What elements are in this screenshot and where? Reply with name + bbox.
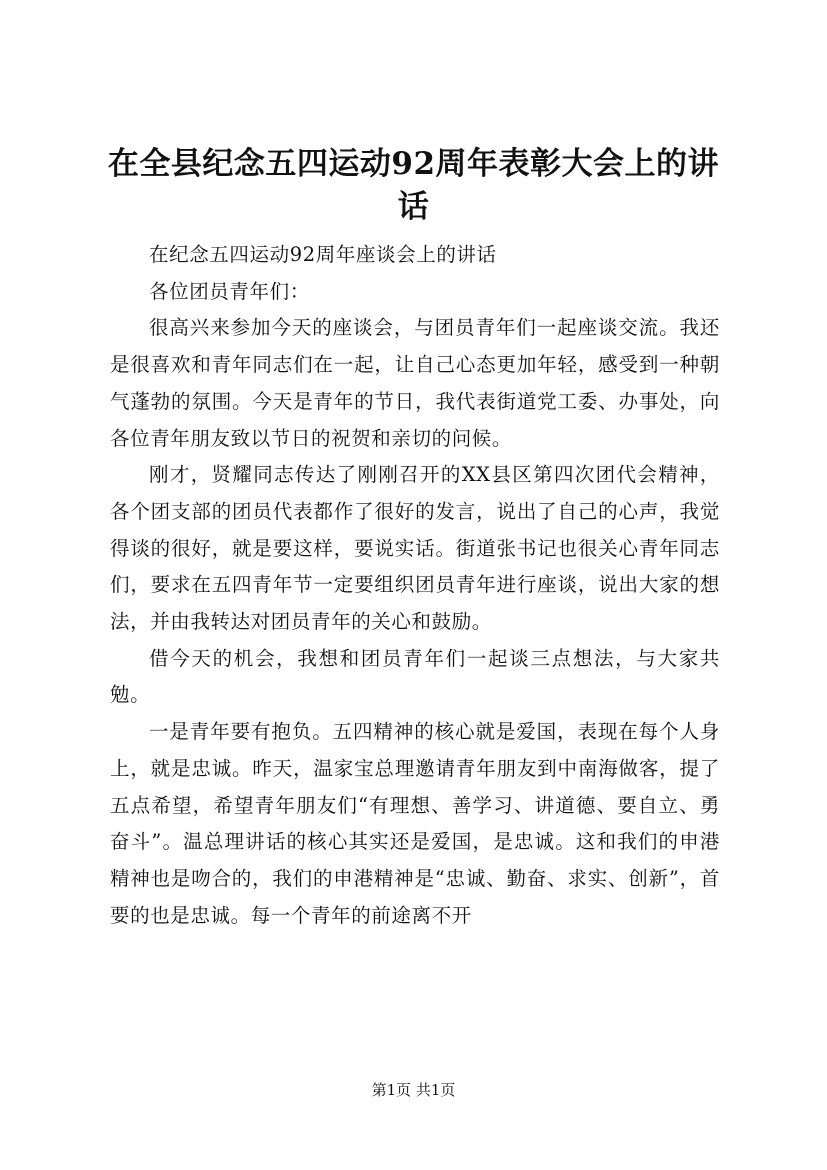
paragraph-salutation: 各位团员青年们： bbox=[149, 279, 310, 303]
paragraph: 借今天的机会，我想和团员青年们一起谈三点想法，与大家共勉。 bbox=[110, 646, 720, 707]
document-body bbox=[110, 237, 720, 934]
paragraph: 很高兴来参加今天的座谈会，与团员青年们一起座谈交流。我还是很喜欢和青年同志们在一起，让自己心态更加年轻，感受到一种朝气蓬勃的氛围。今天是青年的节日，我代表街道党工委、办事处，向各位青年朋友致以节日的祝贺和亲切的问候。 bbox=[110, 316, 720, 450]
paragraph: 刚才，贤耀同志传达了刚刚召开的XX县区第四次团代会精神，各个团支部的团员代表都作了很好的发言，说出了自己的心声，我觉得谈的很好，就是要这样，要说实话。街道张书记也很关心青年同志们，要求在五四青年节一定要组织团员青年进行座谈，说出大家的想法，并由我转达对团员青年的关心和鼓励。 bbox=[110, 463, 720, 634]
paragraph: 一是青年要有抱负。五四精神的核心就是爱国，表现在每个人身上，就是忠诚。昨天，温家宝总理邀请青年朋友到中南海做客，提了五点希望，希望青年朋友们“有理想、善学习、讲道德、要自立、勇奋斗”。温总理讲话的核心其实还是爱国，是忠诚。这和我们的申港精神也是吻合的，我们的申港精神是“忠诚、勤奋、求实、创新”，首要的也是忠诚。每一个青年的前途离不开 bbox=[110, 720, 720, 927]
document-title: 在全县纪念五四运动92周年表彰大会上的讲话 bbox=[107, 146, 720, 225]
paragraph-subtitle: 在纪念五四运动92周年座谈会上的讲话 bbox=[149, 243, 497, 266]
page-footer: 第1页 共1页 bbox=[371, 1081, 456, 1099]
